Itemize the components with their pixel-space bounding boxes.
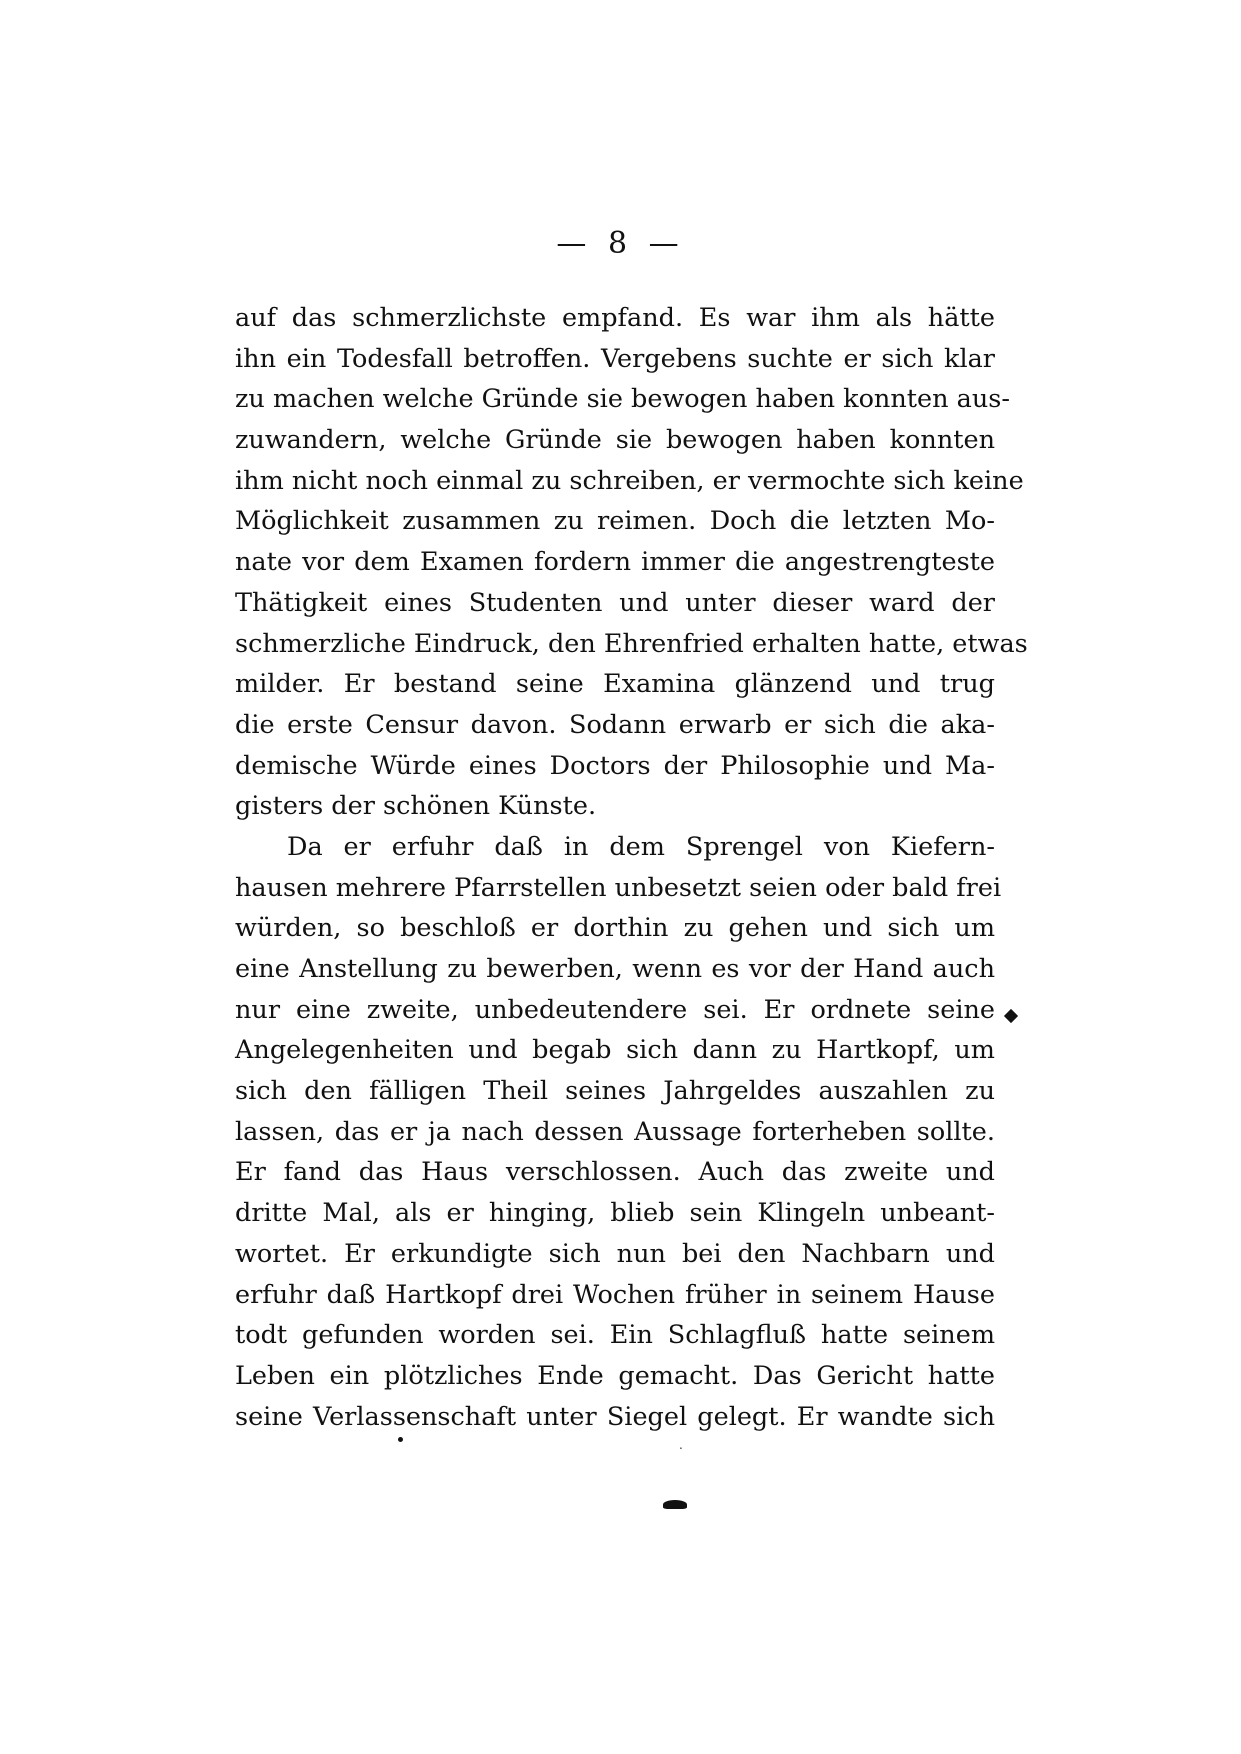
text-line: ihn ein Todesfall betroffen. Vergebens suchte er sich klar [235, 343, 995, 374]
text-line: sich den fälligen Theil seines Jahrgeldes auszahlen zu [235, 1076, 995, 1107]
stray-mark: . [679, 1438, 683, 1452]
text-line: hausen mehrere Pfarrstellen unbesetzt seien oder bald frei [235, 872, 1002, 903]
text-line: demische Würde eines Doctors der Philosophie und Ma- [235, 750, 995, 781]
ink-dot-icon [398, 1437, 403, 1442]
text-line: Leben ein plötzliches Ende gemacht. Das Gericht hatte [235, 1360, 995, 1391]
text-line: Thätigkeit eines Studenten und unter dieser ward der [235, 587, 995, 618]
text-line: Möglichkeit zusammen zu reimen. Doch die letzten Mo- [235, 506, 995, 537]
text-line: Er fand das Haus verschlossen. Auch das zweite und [235, 1157, 995, 1188]
text-line: zuwandern, welche Gründe sie bewogen haben konnten [235, 425, 995, 456]
text-line: schmerzliche Eindruck, den Ehrenfried erhalten hatte, etwas [235, 628, 1028, 659]
text-line: nate vor dem Examen fordern immer die angestrengteste [235, 547, 995, 578]
margin-mark-icon [1004, 1009, 1018, 1023]
text-line: todt gefunden worden sei. Ein Schlagfluß hatte seinem [235, 1320, 995, 1351]
ink-blot-icon [663, 1500, 687, 1509]
text-line: ihm nicht noch einmal zu schreiben, er vermochte sich keine [235, 465, 1024, 496]
body-text [235, 298, 1028, 1437]
text-line: die erste Censur davon. Sodann erwarb er sich die aka- [235, 709, 995, 740]
text-line: Da er erfuhr daß in dem Sprengel von Kiefern- [287, 831, 995, 862]
text-line: dritte Mal, als er hinging, blieb sein Klingeln unbeant- [235, 1198, 995, 1229]
text-line: wortet. Er erkundigte sich nun bei den Nachbarn und [235, 1238, 995, 1269]
text-line: gisters der schönen Künste. [235, 791, 597, 822]
text-line: milder. Er bestand seine Examina glänzend und trug [235, 669, 995, 700]
text-line: seine Verlassenschaft unter Siegel gelegt. Er wandte sich [235, 1401, 995, 1432]
text-line: erfuhr daß Hartkopf drei Wochen früher in seinem Hause [235, 1279, 995, 1310]
text-line: auf das schmerzlichste empfand. Es war ihm als hätte [235, 303, 995, 333]
text-line: Angelegenheiten und begab sich dann zu Hartkopf, um [235, 1035, 995, 1066]
text-line: eine Anstellung zu bewerben, wenn es vor der Hand auch [235, 954, 995, 984]
page-number: — 8 — [556, 226, 685, 261]
text-line: würden, so beschloß er dorthin zu gehen und sich um [235, 913, 995, 944]
text-line: nur eine zweite, unbedeutendere sei. Er ordnete seine [235, 994, 995, 1025]
text-line: lassen, das er ja nach dessen Aussage forterheben sollte. [235, 1116, 995, 1147]
text-line: zu machen welche Gründe sie bewogen haben konnten aus- [235, 384, 1010, 415]
